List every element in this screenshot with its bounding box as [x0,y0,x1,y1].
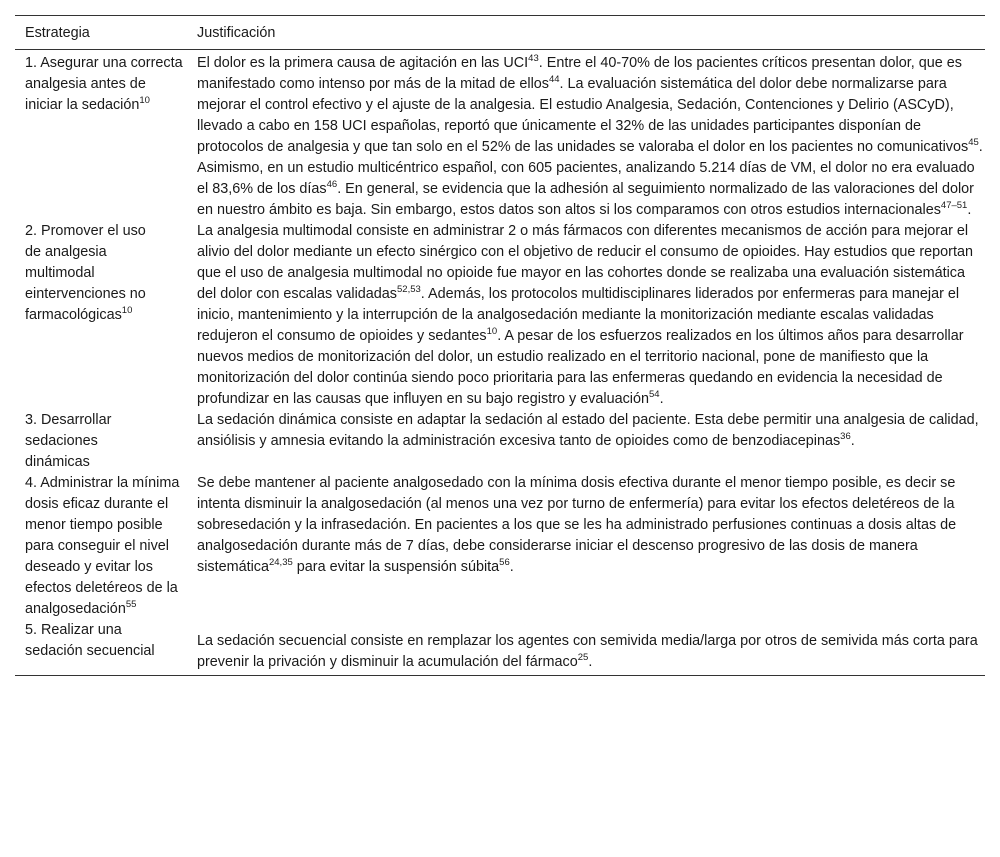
table-row [15,473,985,620]
justification-text: . La evaluación sistemática del dolor debe normalizarse para mejorar el control efectivo y el ajuste de la analgesia. El estudio Analgesia, Sedación, Contenciones y Delirio (ASCyD), llevado a cabo en 158 UCI españolas, reportó que únicamente el 32% de las unidades participantes disponían de protocolos de analgesia y que tan solo en el 52% de las unidades se valoraba el dolor en los pacientes no comunicativos [197,76,969,155]
citation-ref: 54 [648,389,660,401]
strategy-cell [15,473,187,620]
justification-text: . A pesar de los esfuerzos realizados en los últimos años para desarrollar nuevos medios de monitorización del dolor, un estudio realizado en el territorio nacional, pone de manifiesto que la monitorización del dolor continúa siendo poco prioritaria para las enfermeras quedando en evidencia la necesidad de profundizar en las causas que influyen en su bajo registro y evaluación [197,328,964,407]
citation-ref: 46 [326,179,338,191]
justification-cell [187,410,985,473]
justification-cell [187,620,985,673]
justification-text: . [588,654,593,670]
table-body [15,50,985,675]
strategy-ref: 10 [139,95,150,107]
strategy-text: 1. Asegurar una correcta analgesia antes de iniciar la sedación [25,55,183,113]
citation-ref: 47–51 [940,200,968,212]
justification-text: La sedación secuencial consiste en remplazar los agentes con semivida media/larga por otros de semivida más corta para prevenir la privación y disminuir la acumulación del fármaco [197,633,978,670]
strategy-cell [15,410,187,473]
strategy-cell [15,221,187,410]
header-strategy: Estrategia [25,25,90,41]
justification-text: . [659,391,664,407]
table-row [15,410,985,473]
strategy-text: 4. Administrar la mínima dosis eficaz durante el menor tiempo posible para conseguir el nivel deseado y evitar los efectos deletéreos de la analgosedación [25,475,180,617]
strategy-text: 3. Desarrollar sedaciones dinámicas [25,412,112,470]
justification-text: . En general, se evidencia que la adhesión al seguimiento normalizado de las valoraciones del dolor en nuestro ámbito es baja. Sin embargo, estos datos son altos si los comparamos con otros estudios internacionales [197,181,974,218]
citation-ref: 24,35 [268,557,293,569]
justification-text: La analgesia multimodal consiste en administrar 2 o más fármacos con diferentes mecanismos de acción para mejorar el alivio del dolor mediante un efecto sinérgico con el objetivo de reducir el consumo de opioides. Hay estudios que reportan que el uso de analgesia multimodal no opioide fue mayor en las cohortes donde se realizaba una evaluación sistemática del dolor con escalas validadas [197,223,973,302]
table-header-row [15,16,985,49]
strategy-text: 5. Realizar una sedación secuencial [25,622,155,659]
strategy-ref: 55 [125,599,137,611]
citation-ref: 56 [499,557,510,569]
justification-cell [187,53,985,221]
justification-text: para evitar la suspensión súbita [292,559,500,575]
justification-cell [187,221,985,410]
justification-text: Se debe mantener al paciente analgosedado con la mínima dosis efectiva durante el menor tiempo posible, es decir se intenta disminuir la analgosedación (al menos una vez por turno de enfermería) para evitar los efectos deletéreos de la sobresedación y la infrasedación. En pacientes a los que se les ha administrado perfusiones continuas a dosis altas de analgosedación durante más de 7 días, debe considerarse iniciar el descenso progresivo de las dosis de manera sistemática [197,475,957,575]
strategy-cell [15,53,187,221]
citation-ref: 25 [577,652,589,664]
justification-text: . [509,559,514,575]
header-justification: Justificación [197,25,276,41]
justification-text: La sedación dinámica consiste en adaptar la sedación al estado del paciente. Esta debe permitir una analgesia de calidad, ansiólisis y amnesia evitando la administración excesiva tanto de opioides como de benzodiacepinas [197,412,979,449]
strategies-table [15,15,985,676]
citation-ref: 10 [486,326,498,338]
justification-text: El dolor es la primera causa de agitación en las UCI [197,55,529,71]
citation-ref: 44 [548,74,560,86]
justification-text: . [967,202,972,218]
citation-ref: 36 [840,431,851,443]
table-bottom-rule [15,675,985,676]
strategy-cell [15,620,187,673]
strategy-text: 2. Promover el uso de analgesia multimodal eintervenciones no farmacológicas [25,223,146,323]
justification-text: . [850,433,855,449]
justification-text: . Asimismo, en un estudio multicéntrico español, con 605 pacientes, analizando 5.214 días de VM, el dolor no era evaluado el 83,6% de los días [197,139,983,197]
citation-ref: 45 [968,137,979,149]
table-row [15,620,985,673]
citation-ref: 52,53 [397,284,421,296]
citation-ref: 43 [528,53,539,65]
table-row [15,221,985,410]
justification-cell [187,473,985,620]
justification-text: . Entre el 40-70% de los pacientes críticos presentan dolor, que es manifestado como intenso por más de la mitad de ellos [197,55,962,92]
justification-text: . Además, los protocolos multidisciplinares liderados por enfermeras para manejar el inicio, mantenimiento y la interrupción de la analgosedación mediante la monitorización mediante escalas validadas redujeron el consumo de opioides y sedantes [197,286,960,344]
table-row [15,53,985,221]
strategy-ref: 10 [121,305,133,317]
